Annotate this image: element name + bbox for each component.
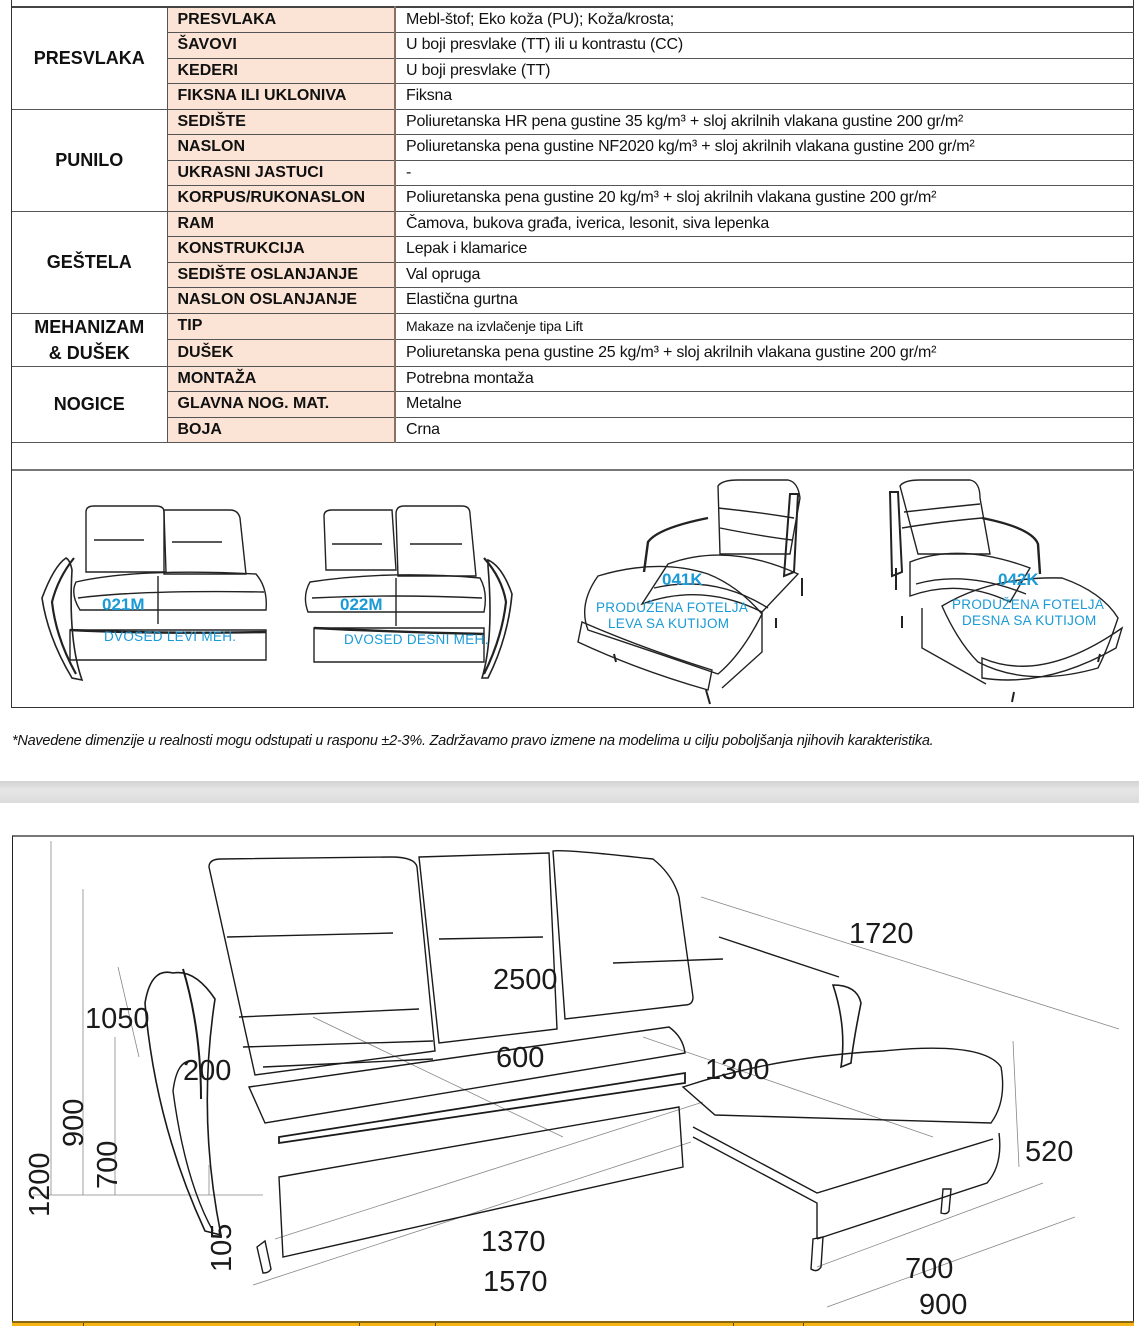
row-value: U boji presvlake (TT) (395, 58, 1134, 84)
dim-chaise-width-outer: 900 (919, 1289, 968, 1321)
group-nogice: NOGICE (12, 366, 167, 443)
table-row (12, 7, 1134, 33)
dim-back-height: 900 (58, 1098, 90, 1147)
row-value: Metalne (395, 392, 1134, 418)
module-description: DVOSED DESNI MEH. (344, 632, 489, 647)
row-value: Lepak i klamarice (395, 237, 1134, 263)
row-value: Poliuretanska pena gustine 25 kg/m³ + sloj akrilnih vlakana gustine 200 gr/m² (395, 340, 1134, 367)
row-value: U boji presvlake (TT) ili u kontrastu (CC) (395, 33, 1134, 59)
dim-front-length-outer: 1570 (483, 1266, 548, 1298)
module-042k (866, 478, 1128, 708)
row-label: KORPUS/RUKONASLON (167, 186, 395, 212)
table-row (12, 160, 1134, 186)
table-row (12, 262, 1134, 288)
row-label: PRESVLAKA (167, 7, 395, 33)
row-label: FIKSNA ILI UKLONIVA (167, 84, 395, 110)
row-value: Poliuretanska pena gustine 20 kg/m³ + sloj akrilnih vlakana gustine 200 gr/m² (395, 186, 1134, 212)
dim-total-length: 2500 (493, 964, 558, 996)
table-row (12, 211, 1134, 237)
table-row (12, 288, 1134, 314)
row-value: Čamova, bukova građa, iverica, lesonit, siva lepenka (395, 211, 1134, 237)
row-label: KEDERI (167, 58, 395, 84)
dimension-labels (24, 918, 1073, 1321)
table-row (12, 237, 1134, 263)
table-row (12, 366, 1134, 392)
table-row (12, 109, 1134, 135)
empty-cell (12, 443, 1134, 470)
row-value: Val opruga (395, 262, 1134, 288)
specification-panel (11, 0, 1134, 708)
module-code: 022M (340, 595, 383, 614)
row-value: Poliuretanska pena gustine NF2020 kg/m³ + sloj akrilnih vlakana gustine 200 gr/m² (395, 135, 1134, 161)
dim-armrest-width: 200 (183, 1055, 232, 1087)
dim-total-height: 1200 (24, 1152, 56, 1217)
module-description: DVOSED LEVI MEH. (104, 629, 237, 644)
dim-seat-height: 700 (92, 1140, 124, 1189)
dimension-drawing-panel (12, 835, 1134, 1326)
bottom-table-header-strip (12, 1321, 1134, 1326)
module-041k (568, 478, 828, 708)
row-value: Crna (395, 417, 1134, 443)
table-row (12, 340, 1134, 367)
module-description-line2: LEVA SA KUTIJOM (608, 616, 730, 631)
chaise-right-illustration (866, 478, 1128, 708)
module-code: 021M (102, 595, 145, 614)
row-label: GLAVNA NOG. MAT. (167, 392, 395, 418)
dim-armrest-height: 1050 (85, 1003, 150, 1035)
row-label: ŠAVOVI (167, 33, 395, 59)
row-value: Potrebna montaža (395, 366, 1134, 392)
row-label: KONSTRUKCIJA (167, 237, 395, 263)
dim-leg-height: 105 (206, 1223, 238, 1272)
section-separator (0, 781, 1139, 803)
table-row (12, 392, 1134, 418)
dim-chaise-length: 1720 (849, 918, 914, 950)
table-row (12, 417, 1134, 443)
dim-front-length-inner: 1370 (481, 1226, 546, 1258)
group-presvlaka: PRESVLAKA (12, 7, 167, 109)
row-label: SEDIŠTE OSLANJANJE (167, 262, 395, 288)
module-021m (26, 498, 276, 658)
row-value: - (395, 160, 1134, 186)
module-description-line2: DESNA SA KUTIJOM (962, 613, 1097, 628)
module-description-line1: PRODUŽENA FOTELJA (952, 597, 1105, 612)
module-code: 041K (662, 570, 703, 589)
dim-chaise-seat-length: 1300 (705, 1054, 770, 1086)
row-label: MONTAŽA (167, 366, 395, 392)
dim-seat-depth: 600 (496, 1042, 545, 1074)
sofa-outline (145, 851, 1003, 1273)
disclaimer-note: *Navedene dimenzije u realnosti mogu odstupati u rasponu ±2-3%. Zadržavamo pravo izmene na modelima u cilju poboljšanja njihovih karakteristika. (12, 733, 934, 749)
row-value: Elastična gurtna (395, 288, 1134, 314)
table-spacer-row (12, 443, 1134, 470)
row-value: Mebl-štof; Eko koža (PU); Koža/krosta; (395, 7, 1134, 33)
row-label: DUŠEK (167, 340, 395, 367)
dim-chaise-height: 520 (1025, 1136, 1074, 1168)
specification-table (12, 6, 1134, 471)
chaise-left-illustration (568, 478, 828, 708)
group-mehanizam-dusek (12, 313, 167, 366)
group-name-line2: & DUŠEK (48, 342, 130, 363)
row-value: Fiksna (395, 84, 1134, 110)
table-row (12, 313, 1134, 340)
row-label: BOJA (167, 417, 395, 443)
module-gallery (12, 478, 1134, 706)
table-row (12, 135, 1134, 161)
row-value: Makaze na izvlačenje tipa Lift (395, 313, 1134, 340)
corner-sofa-dimension-drawing (13, 837, 1135, 1326)
group-punilo: PUNILO (12, 109, 167, 211)
group-name-line1: MEHANIZAM (34, 316, 145, 337)
module-022m (300, 498, 550, 658)
table-row (12, 186, 1134, 212)
row-label: UKRASNI JASTUCI (167, 160, 395, 186)
table-row (12, 33, 1134, 59)
row-label: TIP (167, 313, 395, 340)
dim-chaise-width-inner: 700 (905, 1253, 954, 1285)
module-description-line1: PRODUŽENA FOTELJA (596, 600, 749, 615)
table-row (12, 84, 1134, 110)
row-value: Poliuretanska HR pena gustine 35 kg/m³ + sloj akrilnih vlakana gustine 200 gr/m² (395, 109, 1134, 135)
row-label: NASLON (167, 135, 395, 161)
row-label: SEDIŠTE (167, 109, 395, 135)
row-label: RAM (167, 211, 395, 237)
group-gestela: GEŠTELA (12, 211, 167, 313)
row-label: NASLON OSLANJANJE (167, 288, 395, 314)
table-row (12, 58, 1134, 84)
module-code: 042K (998, 570, 1039, 589)
